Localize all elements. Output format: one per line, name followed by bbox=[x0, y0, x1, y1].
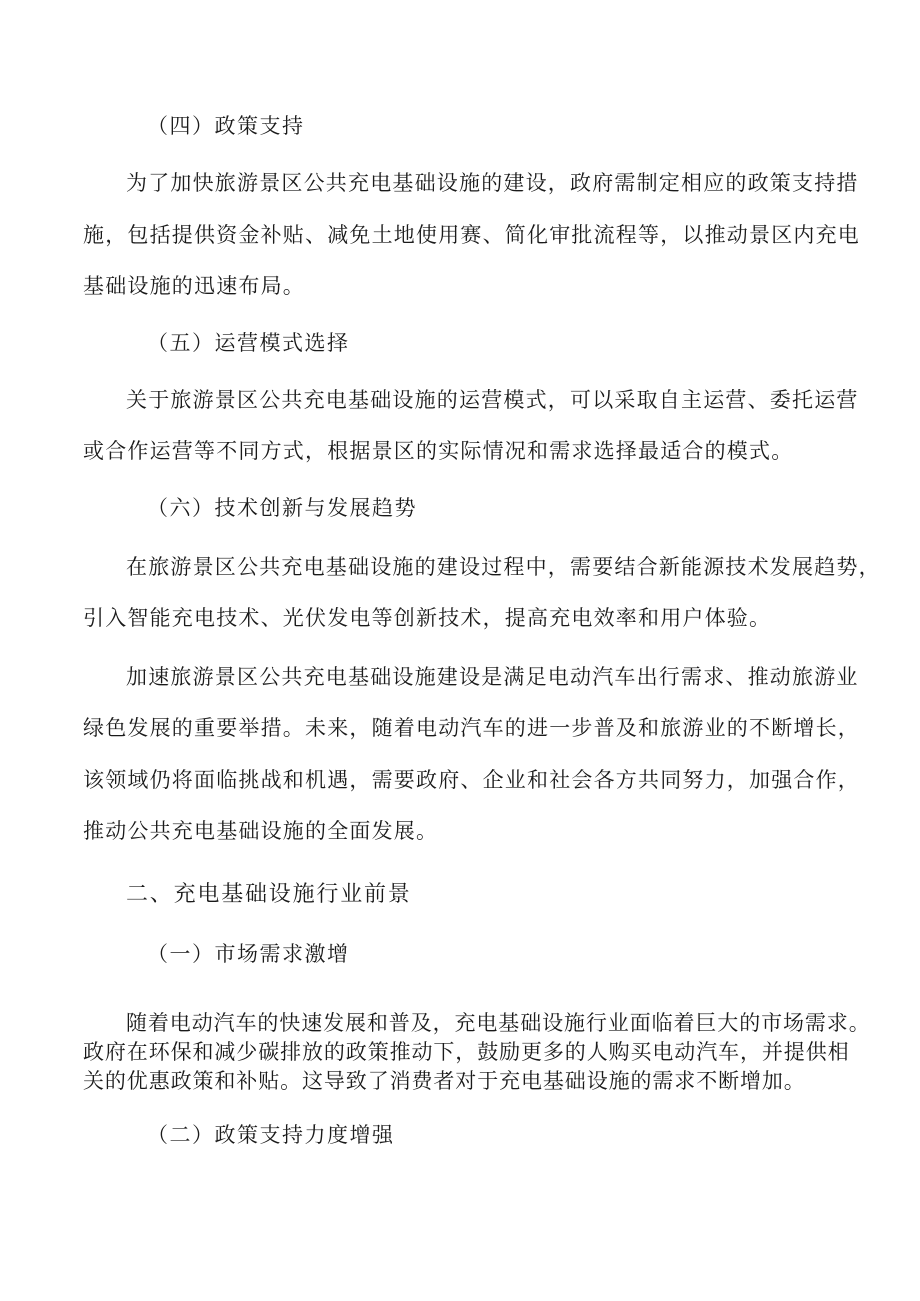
paragraph-line: 加速旅游景区公共充电基础设施建设是满足电动汽车出行需求、推动旅游业 bbox=[126, 665, 859, 689]
paragraph-line: 该领域仍将面临挑战和机遇，需要政府、企业和社会各方共同努力，加强合作， bbox=[83, 768, 860, 792]
section-heading-6: （六）技术创新与发展趋势 bbox=[147, 496, 417, 520]
paragraph-line: 推动公共充电基础设施的全面发展。 bbox=[83, 819, 439, 843]
paragraph-line: 政府在环保和减少碳排放的政策推动下，鼓励更多的人购买电动汽车，并提供相 bbox=[83, 1040, 850, 1064]
paragraph-line: 关于旅游景区公共充电基础设施的运营模式，可以采取自主运营、委托运营 bbox=[126, 388, 859, 412]
chapter-heading: 二、充电基础设施行业前景 bbox=[126, 882, 412, 907]
section-heading-1: （一）市场需求激增 bbox=[147, 942, 350, 966]
paragraph-line: 引入智能充电技术、光伏发电等创新技术，提高充电效率和用户体验。 bbox=[83, 606, 772, 630]
paragraph-line: 或合作运营等不同方式，根据景区的实际情况和需求选择最适合的模式。 bbox=[83, 439, 794, 463]
paragraph-line: 关的优惠政策和补贴。这导致了消费者对于充电基础设施的需求不断增加。 bbox=[83, 1069, 806, 1093]
paragraph-line: 为了加快旅游景区公共充电基础设施的建设，政府需制定相应的政策支持措 bbox=[126, 171, 859, 195]
paragraph-line: 绿色发展的重要举措。未来，随着电动汽车的进一步普及和旅游业的不断增长， bbox=[83, 716, 860, 740]
section-heading-2: （二）政策支持力度增强 bbox=[147, 1123, 395, 1147]
paragraph-line: 在旅游景区公共充电基础设施的建设过程中，需要结合新能源技术发展趋势， bbox=[126, 555, 881, 579]
paragraph-line: 施，包括提供资金补贴、减免土地使用赛、简化审批流程等，以推动景区内充电 bbox=[83, 223, 860, 247]
paragraph-line: 基础设施的迅速布局。 bbox=[83, 274, 305, 298]
section-heading-4: （四）政策支持 bbox=[147, 114, 305, 138]
paragraph-line: 随着电动汽车的快速发展和普及，充电基础设施行业面临着巨大的市场需求。 bbox=[126, 1011, 871, 1035]
section-heading-5: （五）运营模式选择 bbox=[147, 331, 350, 355]
